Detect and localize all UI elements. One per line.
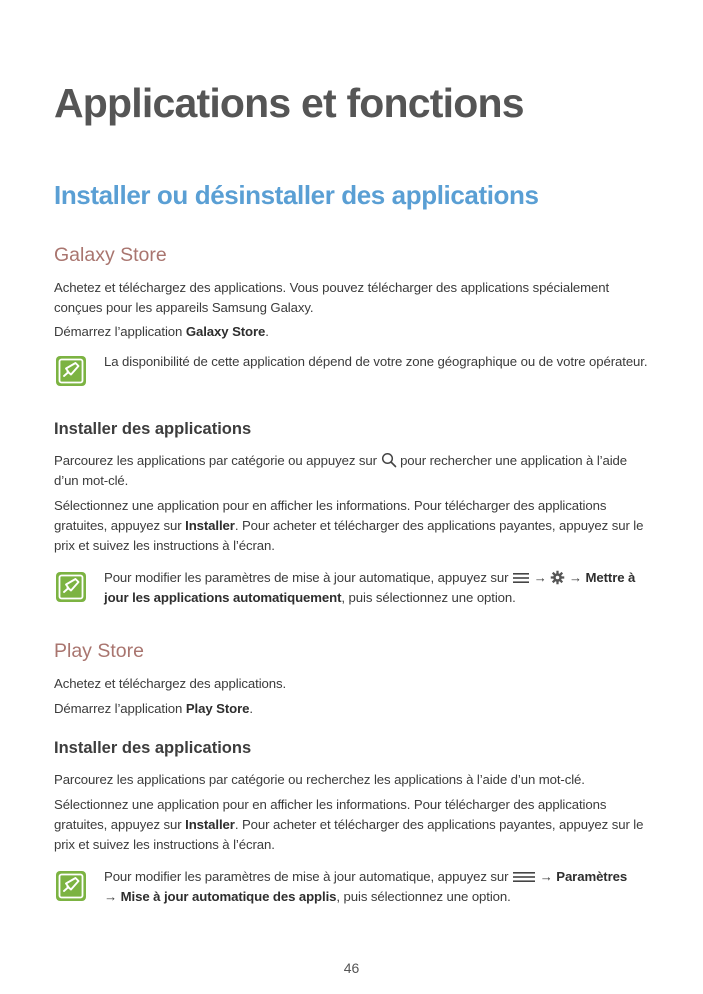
play-select-suffix: . Pour acheter et télécharger des applications payantes, appuyez sur le prix et suivez les instructions à l’écran. (54, 817, 644, 852)
galaxy-install-label: Installer (185, 518, 235, 533)
note-icon (54, 570, 88, 604)
galaxy-browse-prefix: Parcourez les applications par catégorie ou appuyez sur (54, 453, 377, 468)
galaxy-note-text: La disponibilité de cette application dépend de votre zone géographique ou de votre opérateur. (104, 354, 648, 369)
galaxy-launch-app: Galaxy Store (185, 324, 266, 339)
play-update-prefix: Pour modifier les paramètres de mise à jour automatique, appuyez sur (104, 869, 509, 884)
play-install-heading: Installer des applications (54, 739, 252, 757)
galaxy-intro: Achetez et téléchargez des applications. Vous pouvez télécharger des applications spécialement conçues pour les appareils Samsung Galaxy. (54, 280, 610, 315)
arrow-2: → (568, 570, 582, 585)
gear-icon (550, 570, 565, 585)
note-icon (54, 869, 88, 903)
play-update-text (104, 867, 652, 907)
arrow-2: → (104, 889, 118, 904)
page-number: 46 (343, 960, 360, 976)
galaxy-update-option: Mettre à jour les applications automatiquement (104, 570, 636, 605)
play-browse: Parcourez les applications par catégorie ou recherchez les applications à l’aide d’un mot-clé. (54, 772, 585, 787)
galaxy-launch-prefix: Démarrez l’application (54, 324, 186, 339)
play-launch-app: Play Store (185, 701, 250, 716)
search-icon (381, 452, 397, 468)
galaxy-select (54, 496, 654, 556)
galaxy-store-heading: Galaxy Store (54, 244, 167, 266)
galaxy-browse (54, 451, 654, 491)
galaxy-launch-suffix: . (265, 324, 269, 339)
play-update-suffix: , puis sélectionnez une option. (336, 889, 511, 904)
note-icon (54, 354, 88, 388)
arrow-1: → (539, 869, 553, 884)
galaxy-update-prefix: Pour modifier les paramètres de mise à jour automatique, appuyez sur (104, 570, 509, 585)
play-select (54, 795, 654, 855)
play-settings-label: Paramètres (556, 869, 628, 884)
menu-icon (512, 870, 536, 884)
galaxy-install-heading: Installer des applications (54, 420, 252, 438)
page-title: Applications et fonctions (54, 80, 524, 126)
play-launch-suffix: . (249, 701, 253, 716)
galaxy-select-suffix: . Pour acheter et télécharger des applications payantes, appuyez sur le prix et suivez les instructions à l’écran. (54, 518, 644, 553)
play-launch (54, 699, 654, 719)
play-store-heading: Play Store (54, 640, 144, 662)
play-select-prefix: Sélectionnez une application pour en afficher les informations. Pour télécharger des applications gratuites, appuyez sur (54, 797, 607, 832)
play-intro: Achetez et téléchargez des applications. (54, 676, 287, 691)
arrow-1: → (533, 570, 547, 585)
section-title: Installer ou désinstaller des applications (54, 180, 539, 210)
galaxy-launch (54, 322, 654, 342)
galaxy-select-prefix: Sélectionnez une application pour en afficher les informations. Pour télécharger des applications gratuites, appuyez sur (54, 498, 607, 533)
menu-icon (512, 571, 530, 585)
galaxy-update-suffix: , puis sélectionnez une option. (341, 590, 516, 605)
galaxy-browse-suffix: pour rechercher une application à l’aide d’un mot-clé. (54, 453, 628, 488)
play-update-option: Mise à jour automatique des applis (120, 889, 337, 904)
play-launch-prefix: Démarrez l’application (54, 701, 186, 716)
play-install-label: Installer (185, 817, 235, 832)
galaxy-update-text (104, 568, 652, 608)
